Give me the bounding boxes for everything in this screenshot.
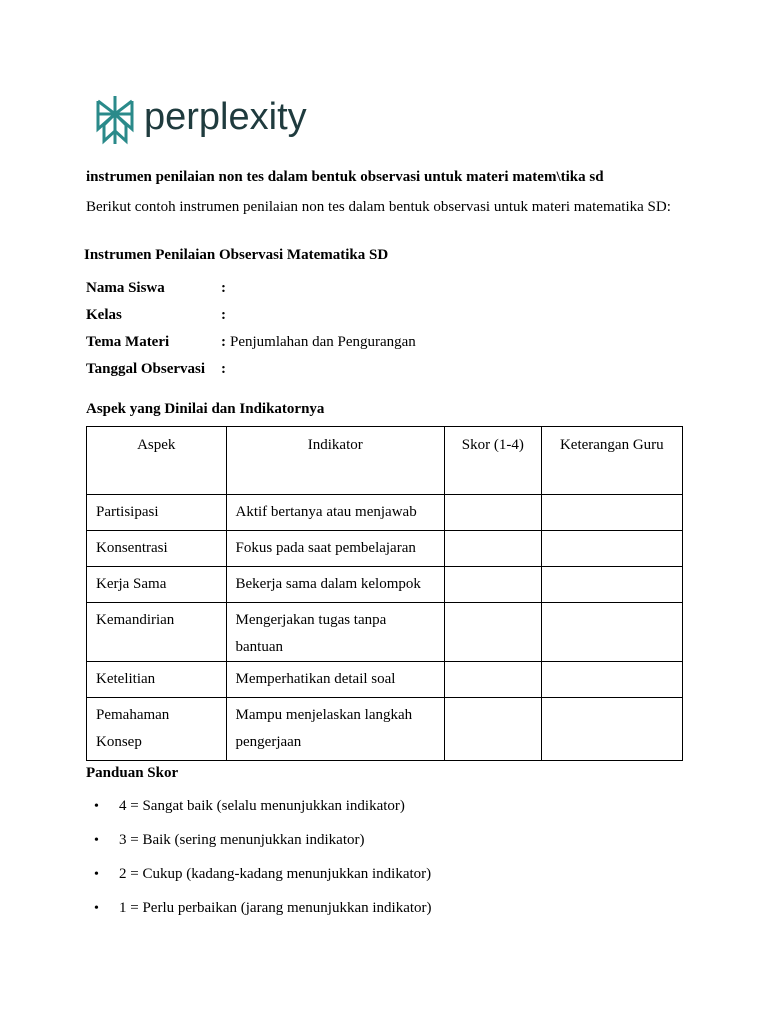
field-nama-siswa [86,280,230,297]
cell-keterangan[interactable] [541,531,682,567]
cell-skor[interactable] [445,662,542,698]
cell-keterangan[interactable] [541,495,682,531]
list-item-text: 4 = Sangat baik (selalu menunjukkan indikator) [119,798,405,814]
table-row [87,495,683,531]
field-colon: : [221,307,226,323]
panduan-skor-title: Panduan Skor [86,765,179,781]
cell-keterangan[interactable] [541,603,682,662]
list-item [94,797,432,831]
cell-indikator: Mengerjakan tugas tanpa bantuan [226,603,445,662]
document-title: instrumen penilaian non tes dalam bentuk observasi untuk materi matem\tika sd [86,169,604,185]
cell-aspek: Ketelitian [87,662,227,698]
table-row [87,698,683,761]
field-tanggal-observasi [86,361,230,378]
cell-skor[interactable] [445,698,542,761]
cell-indikator: Mampu menjelaskan langkah pengerjaan [226,698,445,761]
field-colon: : [221,334,226,350]
list-item-text: 1 = Perlu perbaikan (jarang menunjukkan indikator) [119,900,432,916]
field-label: Kelas [86,307,122,323]
cell-indikator: Memperhatikan detail soal [226,662,445,698]
list-item-text: 2 = Cukup (kadang-kadang menunjukkan indikator) [119,866,432,882]
cell-skor[interactable] [445,567,542,603]
field-colon: : [221,361,226,377]
table-row [87,662,683,698]
field-label: Tema Materi [86,334,170,350]
cell-keterangan[interactable] [541,567,682,603]
cell-skor[interactable] [445,603,542,662]
header-indikator: Indikator [226,427,445,495]
bullet-icon: • [94,833,99,848]
table-row [87,603,683,662]
list-item-text: 3 = Baik (sering menunjukkan indikator) [119,832,365,848]
aspek-section-title: Aspek yang Dinilai dan Indikatornya [86,401,325,417]
cell-aspek: Konsentrasi [87,531,227,567]
cell-skor[interactable] [445,495,542,531]
list-item [94,865,432,899]
cell-keterangan[interactable] [541,662,682,698]
table-header-row [87,427,683,495]
observation-table [86,426,683,761]
table-row [87,567,683,603]
field-label: Tanggal Observasi [86,361,206,377]
perplexity-logo [94,94,307,146]
list-item [94,831,432,865]
header-aspek: Aspek [87,427,227,495]
field-tema-materi [86,334,416,351]
header-keterangan: Keterangan Guru [541,427,682,495]
cell-indikator: Bekerja sama dalam kelompok [226,567,445,603]
cell-indikator: Aktif bertanya atau menjawab [226,495,445,531]
logo-wordmark: perplexity [144,96,307,138]
cell-keterangan[interactable] [541,698,682,761]
field-colon: : [221,280,226,296]
cell-aspek: Partisipasi [87,495,227,531]
cell-aspek: Pemahaman Konsep [87,698,227,761]
panduan-list [94,797,432,933]
intro-text: Berikut contoh instrumen penilaian non tes dalam bentuk observasi untuk materi matematika SD: [86,199,671,215]
field-value: Penjumlahan dan Pengurangan [230,334,416,350]
list-item [94,899,432,933]
perplexity-logo-icon [94,94,136,146]
bullet-icon: • [94,799,99,814]
instrument-subtitle: Instrumen Penilaian Observasi Matematika SD [84,247,389,263]
cell-aspek: Kemandirian [87,603,227,662]
cell-skor[interactable] [445,531,542,567]
table-row [87,531,683,567]
bullet-icon: • [94,867,99,882]
cell-indikator: Fokus pada saat pembelajaran [226,531,445,567]
field-kelas [86,307,230,324]
bullet-icon: • [94,901,99,916]
field-label: Nama Siswa [86,280,165,296]
cell-aspek: Kerja Sama [87,567,227,603]
header-skor: Skor (1-4) [445,427,542,495]
